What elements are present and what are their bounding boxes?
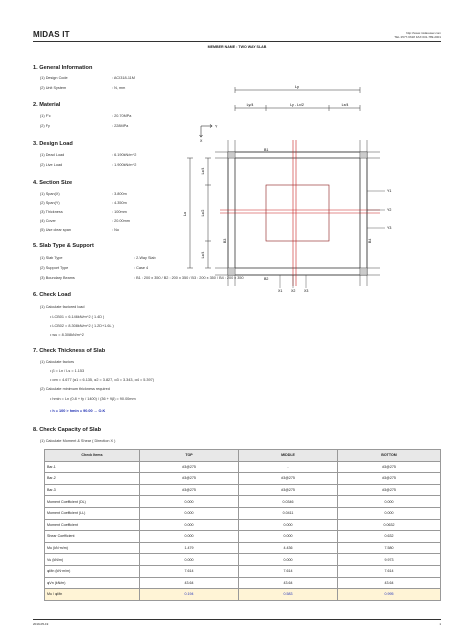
lcb02-text: LCB02 = 8.308kN/m^2 ( 1.2D+1.6L ) [52, 324, 114, 328]
moment-shear-intro: (1) Calculate Moment & Shear ( Direction X ) [40, 439, 116, 443]
dim-ly4-b: Lx/4 [341, 103, 349, 107]
hmin-text: hmin = Ln (0.8 + fy / 1400) / (36 + 9β) = 90.00mm [52, 397, 136, 401]
thickness-value: : 100mm [112, 210, 127, 214]
table-row [45, 519, 441, 531]
table-row [45, 577, 441, 589]
col-bottom: BOTTOM [338, 450, 441, 462]
calc-factors-intro: (1) Calculate factors [40, 360, 74, 364]
header-contact [394, 31, 441, 39]
cell-top: 43.64 [140, 577, 239, 589]
table-header-row [45, 450, 441, 462]
fy-value: : 228MPa [112, 124, 129, 128]
row-label: Mu / φMn [45, 589, 140, 601]
table-row [45, 496, 441, 508]
dim-lx2: Lx/2 [201, 209, 205, 217]
lcb01-item: • LCB01 = 6.146kN/m^2 ( 1.4D ) [50, 315, 105, 319]
cell-middle: 0.583 [239, 589, 338, 601]
dead-load-label: (1) Dead Load [40, 153, 65, 157]
min-thickness-intro: (2) Calculate minimum thickness required [40, 387, 110, 391]
dim-ly4-a: Ly/4 [246, 103, 254, 107]
axis-x-label: X [200, 139, 203, 143]
hmin-item: • hmin = Ln (0.8 + fy / 1400) / (36 + 9β) = 90.00mm [50, 397, 136, 401]
header-divider [33, 41, 441, 42]
slab-type-label: (1) Slab Type [40, 256, 63, 260]
span-x-label: (1) Span(X) [40, 192, 60, 196]
alpha-text: αm = 4.677 (α1 = 6.135, α2 = 3.827, α3 = 3.343, α4 = 5.397) [52, 378, 155, 382]
cell-middle: 0.0411 [239, 507, 338, 519]
slab-outline [228, 152, 367, 275]
dim-lx4-b: Lx/4 [201, 251, 205, 259]
cell-top: 0.000 [140, 496, 239, 508]
table-row [45, 507, 441, 519]
cover-label: (4) Cover [40, 219, 56, 223]
span-y-label: (2) Span(Y) [40, 201, 60, 205]
fc-value: : 20.70MPa [112, 114, 132, 118]
lcb01-text: LCB01 = 6.146kN/m^2 ( 1.4D ) [52, 315, 105, 319]
section-design-load-title: 3. Design Load [33, 141, 73, 147]
row-label: Shear Coefficient [45, 531, 140, 543]
support-type-label: (2) Support Type [40, 266, 69, 270]
section-slab-type-title: 5. Slab Type & Support [33, 243, 94, 249]
cell-middle: 4.436 [239, 542, 338, 554]
cell-middle: #3@275 [239, 473, 338, 485]
col-top: TOP [140, 450, 239, 462]
footer-page-number: 1 [439, 622, 441, 626]
table-row [45, 531, 441, 543]
table-row-ratio [45, 589, 441, 601]
cell-bottom: 0.000 [338, 507, 441, 519]
row-label: Bar-3 [45, 484, 140, 496]
section-general-title: 1. General Information [33, 65, 93, 71]
fc-label: (1) F′c [40, 114, 51, 118]
cell-middle: 0.000 [239, 519, 338, 531]
table-row [45, 461, 441, 473]
section-check-thickness-title: 7. Check Thickness of Slab [33, 348, 106, 354]
dim-ly-mid: Ly - Lx/2 [290, 103, 304, 107]
live-load-value: : 1.900kN/m^2 [112, 163, 137, 167]
boundary-beams-label: (3) Boundary Beams [40, 276, 75, 280]
row-label: Moment Coefficient (LL) [45, 507, 140, 519]
cell-top: #3@275 [140, 484, 239, 496]
cell-middle: 0.000 [239, 554, 338, 566]
thickness-result-item: • h = 100 > hmin = 90.00 → O.K [50, 409, 106, 413]
slab-type-value: : 2-Way Slab [134, 256, 156, 260]
unit-system-label: (2) Unit System [40, 86, 67, 90]
section-check-load-title: 6. Check Load [33, 292, 71, 298]
dim-lx4-a: Lx/4 [201, 167, 205, 175]
cell-bottom: 0.632 [338, 531, 441, 543]
cell-top: 0.000 [140, 554, 239, 566]
cell-bottom: #3@275 [338, 473, 441, 485]
axis-y-label: Y [215, 124, 218, 129]
factored-load-intro: (1) Calculate factored load [40, 305, 85, 309]
clear-span-label: (5) Use clear span [40, 228, 72, 232]
section-y3: Y3 [387, 226, 392, 230]
cell-top: 0.194 [140, 589, 239, 601]
cell-bottom: 0.000 [338, 496, 441, 508]
cell-top: #3@275 [140, 461, 239, 473]
header-tel: TEL:1577-6618 FAX:031-789-2001 [394, 35, 441, 39]
unit-system-value: : N, mm [112, 86, 126, 90]
span-y-value: : 4.350m [112, 201, 127, 205]
row-label: φMn (kN·m/m) [45, 565, 140, 577]
cell-top: 7.614 [140, 565, 239, 577]
section-y2: Y2 [387, 208, 392, 212]
support-type-value: : Case 4 [134, 266, 149, 270]
row-label: Moment Coefficient [45, 519, 140, 531]
beam-b4: B4 [368, 238, 372, 243]
table-row [45, 484, 441, 496]
beam-b2: B2 [264, 277, 269, 281]
brand-logo: MIDAS IT [33, 30, 70, 39]
cell-top: 0.000 [140, 519, 239, 531]
cell-bottom: 7.580 [338, 542, 441, 554]
fy-label: (2) Fy [40, 124, 50, 128]
wu-item: • wu = 8.308kN/m^2 [50, 333, 84, 337]
beta-text: β = Ln / Ls = 1.153 [52, 369, 85, 373]
col-middle: MIDDLE [239, 450, 338, 462]
section-check-capacity-title: 8. Check Capacity of Slab [33, 427, 102, 433]
wu-text: wu = 8.308kN/m^2 [52, 333, 84, 337]
section-x2: X2 [291, 289, 296, 293]
cell-bottom: #3@275 [338, 461, 441, 473]
row-label: Bar-2 [45, 473, 140, 485]
dim-lx: Lx [182, 211, 187, 217]
dim-ly: Ly [294, 84, 300, 89]
live-load-label: (2) Live Load [40, 163, 63, 167]
section-size-title: 4. Section Size [33, 180, 73, 186]
col-check-items: Check Items [45, 450, 140, 462]
row-label: φVn (kN/m) [45, 577, 140, 589]
section-x3: X3 [304, 289, 309, 293]
design-code-label: (1) Design Code [40, 76, 68, 80]
dead-load-value: : 6.190kN/m^2 [112, 153, 137, 157]
slab-plan-diagram [160, 78, 450, 298]
cell-bottom: 0.995 [338, 589, 441, 601]
thickness-result-text: h = 100 > hmin = 90.00 → O.K [52, 409, 106, 413]
cell-top: 1.479 [140, 542, 239, 554]
cell-middle: #3@275 [239, 484, 338, 496]
capacity-table [44, 449, 441, 601]
cell-middle: 0.000 [239, 531, 338, 543]
row-label: Bar-1 [45, 461, 140, 473]
boundary-beams-value: : B1 : 200 x 350 / B2 : 200 x 350 / B3 : 200 x 350 / B4 : 200 x 350 [134, 276, 244, 280]
cell-top: 0.000 [140, 531, 239, 543]
footer-divider [33, 619, 441, 620]
table-row [45, 565, 441, 577]
cell-middle: 43.64 [239, 577, 338, 589]
cover-value: : 20.00mm [112, 219, 130, 223]
beta-item: • β = Ln / Ls = 1.153 [50, 369, 85, 373]
footer-date: 2019-05-19 [33, 622, 49, 626]
lcb02-item: • LCB02 = 8.308kN/m^2 ( 1.2D+1.6L ) [50, 324, 114, 328]
cell-middle: - [239, 461, 338, 473]
cell-middle: 7.614 [239, 565, 338, 577]
row-label: Moment Coefficient (DL) [45, 496, 140, 508]
member-name: MEMBER NAME : TWO WAY SLAB [207, 45, 267, 49]
cell-bottom: #3@275 [338, 484, 441, 496]
section-y1: Y1 [387, 189, 392, 193]
beam-b3: B3 [223, 238, 227, 243]
table-row [45, 542, 441, 554]
design-code-value: : ACI318-11M [112, 76, 135, 80]
section-material-title: 2. Material [33, 102, 61, 108]
alpha-item: • αm = 4.677 (α1 = 6.135, α2 = 3.827, α3 = 3.343, α4 = 5.397) [50, 378, 155, 382]
cell-bottom: 9.973 [338, 554, 441, 566]
cell-top: 0.000 [140, 507, 239, 519]
table-row [45, 473, 441, 485]
table-row [45, 554, 441, 566]
row-label: Mu (kN·m/m) [45, 542, 140, 554]
clear-span-value: : No [112, 228, 119, 232]
section-x1: X1 [278, 289, 283, 293]
cell-top: #3@275 [140, 473, 239, 485]
cell-middle: 0.0346 [239, 496, 338, 508]
cell-bottom: 0.0632 [338, 519, 441, 531]
thickness-label: (3) Thickness [40, 210, 63, 214]
beam-b1: B1 [264, 148, 269, 152]
span-x-value: : 3.800m [112, 192, 127, 196]
cell-bottom: 7.614 [338, 565, 441, 577]
cell-bottom: 43.64 [338, 577, 441, 589]
header-url[interactable]: http://www.midasuser.com [406, 31, 441, 35]
row-label: Vu (kN/m) [45, 554, 140, 566]
axis-indicator [200, 125, 213, 138]
